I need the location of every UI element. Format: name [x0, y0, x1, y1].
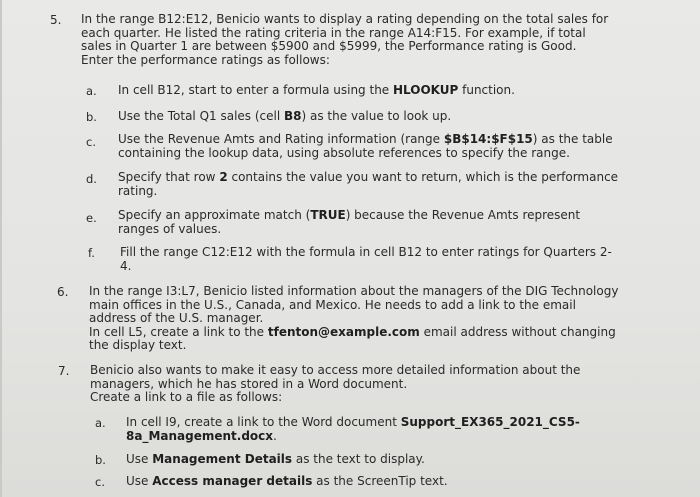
step-5f-letter: f. — [88, 246, 95, 260]
step-5b-text: Use the Total Q1 sales (cell B8) as the value to look up. — [118, 109, 452, 123]
step-5c-letter: c. — [86, 135, 96, 149]
step-5e-text: Specify an approximate match (TRUE) because the Revenue Amts represent ranges of values. — [118, 208, 581, 236]
step-5d-letter: d. — [86, 172, 97, 186]
step-7a-letter: a. — [95, 416, 106, 430]
step-7a-text: In cell I9, create a link to the Word document Support_EX365_2021_CS5- 8a_Management.docx. — [126, 415, 580, 443]
left-edge-shadow — [0, 0, 2, 497]
step-5e-letter: e. — [86, 211, 97, 225]
step-7c-letter: c. — [95, 475, 105, 489]
step-7b-letter: b. — [95, 453, 106, 467]
item-number-7: 7. — [58, 364, 70, 378]
item-7-intro: Benicio also wants to make it easy to access more detailed information about the managers, which he has stored in a Word document. Create a link to a file as follows: — [90, 363, 581, 405]
step-5d-text: Specify that row 2 contains the value you want to return, which is the performance rating. — [118, 170, 619, 198]
item-number-5: 5. — [50, 13, 62, 27]
item-6-intro: In the range I3:L7, Benicio listed information about the managers of the DIG Technology main offices in the U.S., Canada, and Mexico. He needs to add a link to the email address of the U.S. manager. In cell L5, create a link to the tfenton@example.com email address without changing the display text. — [89, 284, 619, 353]
step-7b-text: Use Management Details as the text to display. — [126, 452, 425, 466]
step-5b-letter: b. — [86, 110, 97, 124]
step-7c-text: Use Access manager details as the ScreenTip text. — [126, 474, 448, 488]
step-5f-text: Fill the range C12:E12 with the formula in cell B12 to enter ratings for Quarters 2- 4. — [120, 245, 612, 273]
step-5c-text: Use the Revenue Amts and Rating information (range $B$14:$F$15) as the table containing the lookup data, using absolute references to specify the range. — [118, 132, 613, 160]
step-5a-text: In cell B12, start to enter a formula using the HLOOKUP function. — [118, 83, 515, 97]
step-5a-letter: a. — [86, 84, 97, 98]
item-5-intro: In the range B12:E12, Benicio wants to display a rating depending on the total sales for each quarter. He listed the rating criteria in the range A14:F15. For example, if total sales in Quarter 1 are between $5900 and $5999, the Performance rating is Good. Enter the performance ratings as follows: — [81, 12, 609, 67]
item-number-6: 6. — [57, 285, 69, 299]
